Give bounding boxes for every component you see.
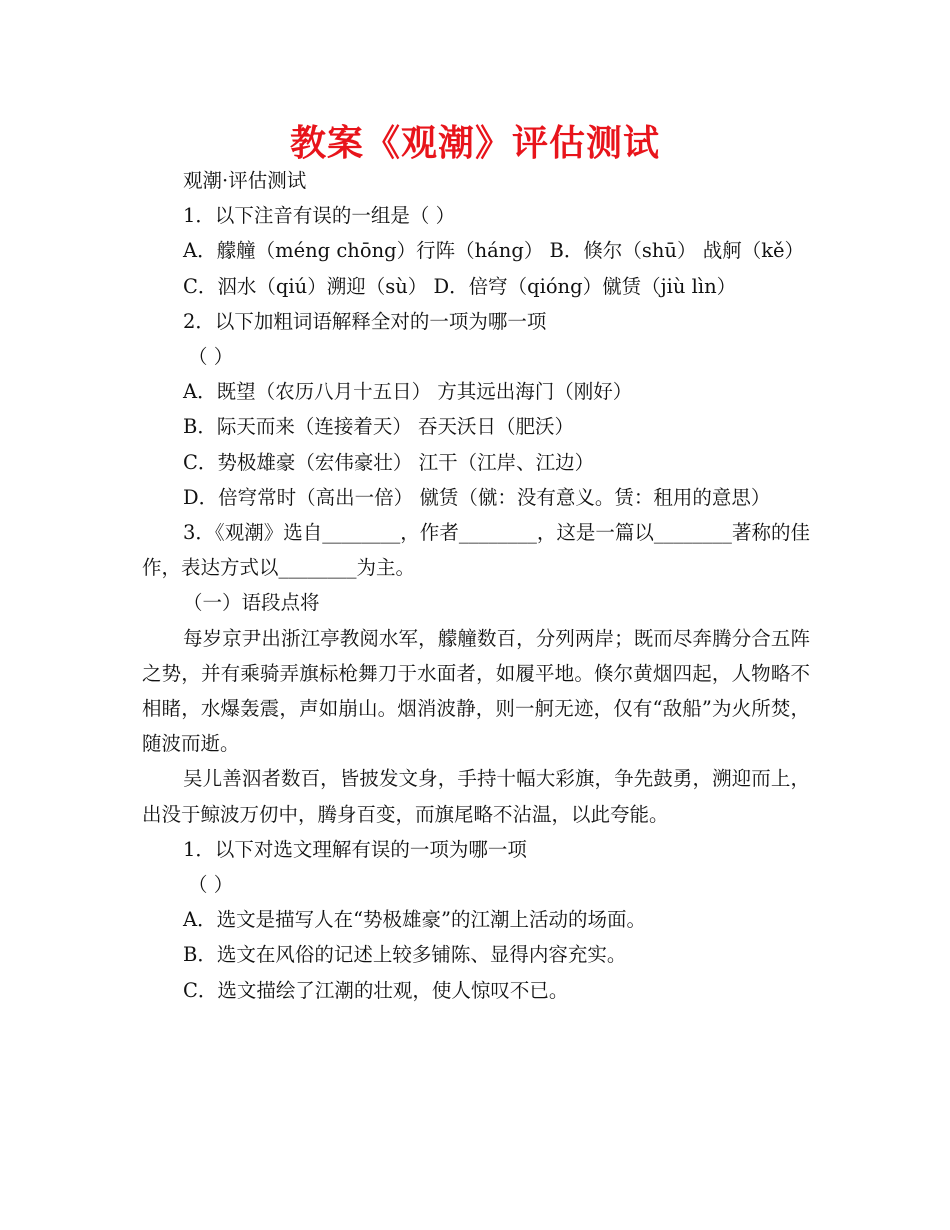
question-1-option-cd: C．泅水（qiú）溯迎（sù） D．倍穹（qióng）僦赁（jiù lìn）	[183, 274, 737, 298]
passage-question-1-option-b: B．选文在风俗的记述上较多铺陈、显得内容充实。	[183, 943, 627, 967]
document-body	[142, 163, 810, 1008]
passage-paragraph-1: 每岁京尹出浙江亭教阅水军，艨艟数百，分列两岸；既而尽奔腾分合五阵之势，并有乘骑弄旗标枪舞刀于水面者，如履平地。倏尔黄烟四起，人物略不相睹，水爆轰震，声如崩山。烟消波静，则一舸无迹，仅有“敌船”为火所焚，随波而逝。	[142, 626, 810, 756]
document-title: 教案《观潮》评估测试	[289, 123, 660, 164]
passage-question-1-option-c: C．选文描绘了江潮的壮观，使人惊叹不已。	[183, 978, 569, 1002]
passage-heading: （一）语段点将	[183, 591, 320, 615]
question-2-option-b: B．际天而来（连接着天） 吞天沃日（肥沃）	[183, 415, 575, 439]
question-1-option-ab: A．艨艟（méng chōng）行阵（háng） B．倏尔（shū） 战舸（kě）	[183, 239, 805, 263]
question-1: 1．以下注音有误的一组是（ ）	[183, 204, 456, 228]
question-2-bracket: （ ）	[188, 345, 234, 369]
question-2-option-d: D．倍穹常时（高出一倍） 僦赁（僦：没有意义。赁：租用的意思）	[183, 485, 771, 509]
question-3: 3．《观潮》选自________，作者________，这是一篇以________著称的佳作，表达方式以________为主。	[142, 521, 810, 580]
passage-question-1: 1．以下对选文理解有误的一项为哪一项	[183, 837, 527, 861]
passage-question-1-option-a: A．选文是描写人在“势极雄豪”的江潮上活动的场面。	[183, 908, 647, 932]
question-2-option-c: C．势极雄豪（宏伟豪壮） 江干（江岸、江边）	[183, 450, 595, 474]
question-2: 2．以下加粗词语解释全对的一项为哪一项	[183, 309, 547, 333]
section-heading: 观潮·评估测试	[183, 169, 307, 192]
question-2-option-a: A．既望（农历八月十五日） 方其远出海门（刚好）	[183, 380, 633, 404]
passage-question-1-bracket: （ ）	[188, 873, 234, 897]
passage-paragraph-2: 吴儿善泅者数百，皆披发文身，手持十幅大彩旗，争先鼓勇，溯迎而上，出没于鲸波万仞中，腾身百变，而旗尾略不沾温，以此夸能。	[142, 767, 810, 826]
